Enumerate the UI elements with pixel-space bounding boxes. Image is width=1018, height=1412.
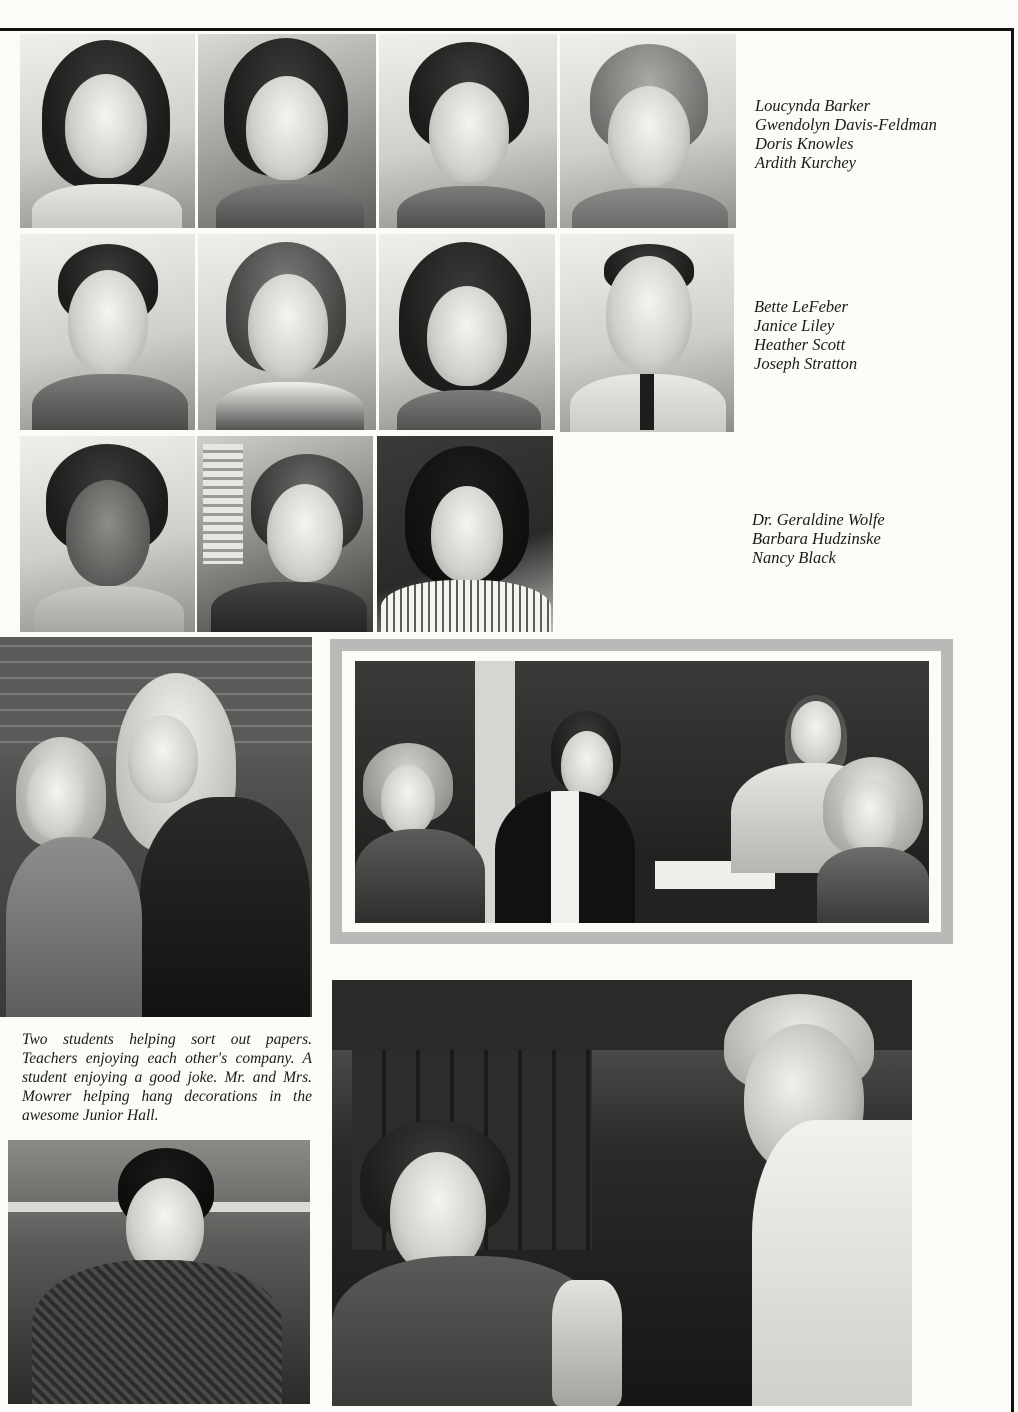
staff-name: Ardith Kurchey (755, 153, 856, 172)
photo-mowrer-decorations (332, 980, 912, 1406)
photo-teachers-table (355, 661, 929, 923)
portrait-loucynda-barker (20, 34, 195, 228)
names-row-3 (752, 510, 885, 567)
portrait-janice-liley (198, 234, 376, 430)
portrait-doris-knowles (379, 34, 557, 228)
photo-student-joke (8, 1140, 310, 1404)
staff-name: Heather Scott (754, 335, 846, 354)
portrait-bette-lefeber (20, 234, 195, 430)
staff-name: Janice Liley (754, 316, 835, 335)
staff-name: Nancy Black (752, 548, 836, 567)
photo-two-students (0, 637, 312, 1017)
photo-frame-teachers (330, 639, 953, 944)
names-row-2 (754, 297, 857, 373)
page-border-top (0, 28, 1012, 31)
staff-name: Gwendolyn Davis-Feldman (755, 115, 937, 134)
portrait-gwendolyn-davis-feldman (198, 34, 376, 228)
staff-name: Loucynda Barker (755, 96, 871, 115)
staff-name: Joseph Stratton (754, 354, 858, 373)
staff-name: Doris Knowles (755, 134, 854, 153)
portrait-barbara-hudzinske (197, 436, 373, 632)
page-border-right (1011, 28, 1014, 1412)
portrait-ardith-kurchey (560, 34, 736, 228)
portrait-joseph-stratton (560, 234, 734, 432)
photo-caption: Two students helping sort out papers. Teachers enjoying each other's company. A student enjoying a good joke. Mr. and Mrs. Mowrer helping hang decorations in the awesome Junior Hall. (22, 1031, 312, 1124)
names-row-1 (755, 96, 937, 172)
staff-name: Barbara Hudzinske (752, 529, 881, 548)
staff-name: Dr. Geraldine Wolfe (752, 510, 885, 529)
portrait-heather-scott (379, 234, 555, 430)
portrait-nancy-black (377, 436, 553, 632)
staff-name: Bette LeFeber (754, 297, 848, 316)
portrait-geraldine-wolfe (20, 436, 195, 632)
